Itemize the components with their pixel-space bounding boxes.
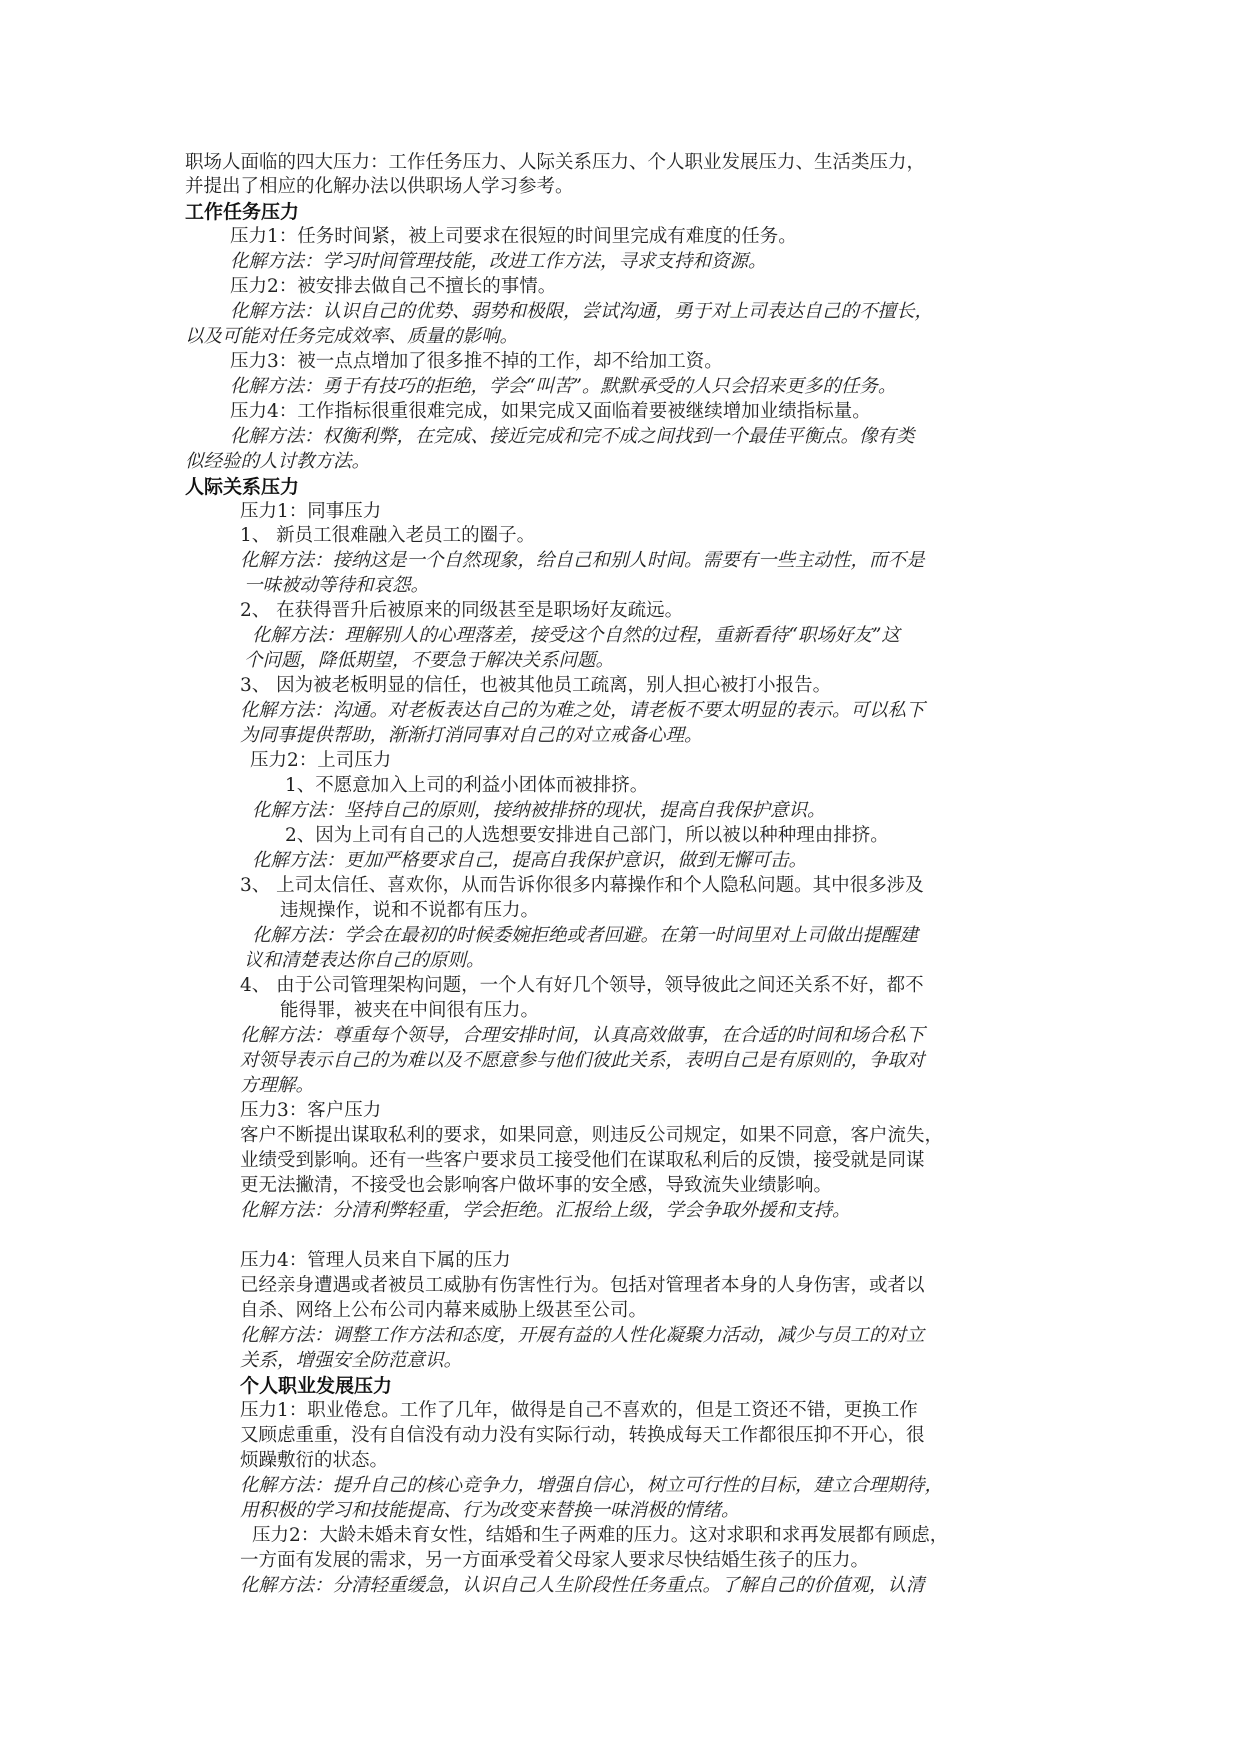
solution-text: 化解方法：提升自己的核心竞争力，增强自信心，树立可行性的目标，建立合理期待， bbox=[240, 1475, 944, 1496]
solution-text: 化解方法：学习时间管理技能，改进工作方法，寻求支持和资源。 bbox=[230, 251, 767, 272]
solution-text: 用积极的学习和技能提高、行为改变来替换一味消极的情绪。 bbox=[240, 1500, 740, 1521]
list-item: 违规操作，说和不说都有压力。 bbox=[280, 900, 540, 921]
body-text: 业绩受到影响。还有一些客户要求员工接受他们在谋取私利后的反馈，接受就是同谋 bbox=[240, 1150, 925, 1171]
solution-text: 对领导表示自己的为难以及不愿意参与他们彼此关系，表明自己是有原则的，争取对 bbox=[240, 1050, 925, 1071]
solution-text: 化解方法：尊重每个领导，合理安排时间，认真高效做事，在合适的时间和场合私下 bbox=[240, 1025, 925, 1046]
pressure-item: 压力3：客户压力 bbox=[240, 1100, 382, 1121]
solution-text: 化解方法：权衡利弊，在完成、接近完成和完不成之间找到一个最佳平衡点。像有类 bbox=[230, 426, 915, 447]
list-item: 3、 因为被老板明显的信任，也被其他员工疏离，别人担心被打小报告。 bbox=[240, 675, 832, 696]
solution-text: 化解方法：接纳这是一个自然现象，给自己和别人时间。需要有一些主动性，而不是 bbox=[240, 550, 925, 571]
list-item: 3、 上司太信任、喜欢你，从而告诉你很多内幕操作和个人隐私问题。其中很多涉及 bbox=[240, 875, 924, 896]
solution-text: 化解方法：坚持自己的原则，接纳被排挤的现状，提高自我保护意识。 bbox=[252, 800, 826, 821]
body-text: 已经亲身遭遇或者被员工威胁有伤害性行为。包括对管理者本身的人身伤害，或者以 bbox=[240, 1275, 925, 1296]
pressure-item: 压力1：职业倦怠。工作了几年，做得是自己不喜欢的，但是工资还不错，更换工作 bbox=[240, 1400, 918, 1421]
solution-text: 化解方法：勇于有技巧的拒绝，学会“叫苦”。默默承受的人只会招来更多的任务。 bbox=[230, 376, 897, 397]
pressure-item: 压力4：管理人员来自下属的压力 bbox=[240, 1250, 511, 1271]
solution-text: 议和清楚表达你自己的原则。 bbox=[244, 950, 485, 971]
solution-text: 化解方法：学会在最初的时候委婉拒绝或者回避。在第一时间里对上司做出提醒建 bbox=[252, 925, 919, 946]
solution-text: 化解方法：沟通。对老板表达自己的为难之处，请老板不要太明显的表示。可以私下 bbox=[240, 700, 925, 721]
solution-text: 似经验的人讨教方法。 bbox=[185, 451, 371, 472]
list-item: 能得罪，被夹在中间很有压力。 bbox=[280, 1000, 540, 1021]
list-item: 1、 新员工很难融入老员工的圈子。 bbox=[240, 525, 536, 546]
solution-text: 化解方法：更加严格要求自己，提高自我保护意识，做到无懈可击。 bbox=[252, 850, 808, 871]
body-text: 自杀、网络上公布公司内幕来威胁上级甚至公司。 bbox=[240, 1300, 648, 1321]
body-text: 烦躁敷衍的状态。 bbox=[240, 1450, 389, 1471]
solution-text: 关系，增强安全防范意识。 bbox=[240, 1350, 463, 1371]
section-heading-relation: 人际关系压力 bbox=[185, 476, 300, 498]
section-heading-task: 工作任务压力 bbox=[185, 201, 300, 223]
pressure-item: 压力2：被安排去做自己不擅长的事情。 bbox=[230, 276, 557, 297]
solution-text: 为同事提供帮助，渐渐打消同事对自己的对立戒备心理。 bbox=[240, 725, 703, 746]
pressure-item: 压力1：同事压力 bbox=[240, 501, 382, 522]
solution-text: 方理解。 bbox=[240, 1075, 315, 1096]
solution-text: 个问题，降低期望，不要急于解决关系问题。 bbox=[244, 650, 615, 671]
solution-text: 一味被动等待和哀怨。 bbox=[244, 575, 430, 596]
solution-text: 化解方法：认识自己的优势、弱势和极限，尝试沟通，勇于对上司表达自己的不擅长， bbox=[230, 301, 934, 322]
pressure-item: 压力3：被一点点增加了很多推不掉的工作，却不给加工资。 bbox=[230, 351, 723, 372]
body-text: 又顾虑重重，没有自信没有动力没有实际行动，转换成每天工作都很压抑不开心，很 bbox=[240, 1425, 925, 1446]
section-heading-career: 个人职业发展压力 bbox=[240, 1375, 393, 1397]
list-item: 2、 在获得晋升后被原来的同级甚至是职场好友疏远。 bbox=[240, 600, 684, 621]
pressure-item: 压力4：工作指标很重很难完成，如果完成又面临着要被继续增加业绩指标量。 bbox=[230, 401, 871, 422]
body-text: 客户不断提出谋取私利的要求，如果同意，则违反公司规定，如果不同意，客户流失， bbox=[240, 1125, 944, 1146]
solution-text: 化解方法：分清轻重缓急，认识自己人生阶段性任务重点。了解自己的价值观，认清 bbox=[240, 1575, 925, 1596]
list-item: 1、不愿意加入上司的利益小团体而被排挤。 bbox=[285, 775, 649, 796]
intro-line: 并提出了相应的化解办法以供职场人学习参考。 bbox=[185, 176, 574, 197]
pressure-item: 压力2：大龄未婚未育女性，结婚和生子两难的压力。这对求职和求再发展都有顾虑， bbox=[252, 1525, 949, 1546]
solution-text: 化解方法：分清利弊轻重，学会拒绝。汇报给上级，学会争取外援和支持。 bbox=[240, 1200, 851, 1221]
list-item: 2、因为上司有自己的人选想要安排进自己部门，所以被以种种理由排挤。 bbox=[285, 825, 889, 846]
body-text: 更无法撇清，不接受也会影响客户做坏事的安全感，导致流失业绩影响。 bbox=[240, 1175, 833, 1196]
intro-line: 职场人面临的四大压力：工作任务压力、人际关系压力、个人职业发展压力、生活类压力， bbox=[185, 152, 926, 173]
pressure-item: 压力2：上司压力 bbox=[250, 750, 392, 771]
solution-text: 以及可能对任务完成效率、质量的影响。 bbox=[185, 326, 519, 347]
body-text: 一方面有发展的需求，另一方面承受着父母家人要求尽快结婚生孩子的压力。 bbox=[240, 1550, 870, 1571]
solution-text: 化解方法：理解别人的心理落差，接受这个自然的过程，重新看待“职场好友”这 bbox=[252, 625, 900, 646]
list-item: 4、 由于公司管理架构问题，一个人有好几个领导，领导彼此之间还关系不好，都不 bbox=[240, 975, 924, 996]
solution-text: 化解方法：调整工作方法和态度，开展有益的人性化凝聚力活动，减少与员工的对立 bbox=[240, 1325, 925, 1346]
pressure-item: 压力1：任务时间紧，被上司要求在很短的时间里完成有难度的任务。 bbox=[230, 226, 797, 247]
